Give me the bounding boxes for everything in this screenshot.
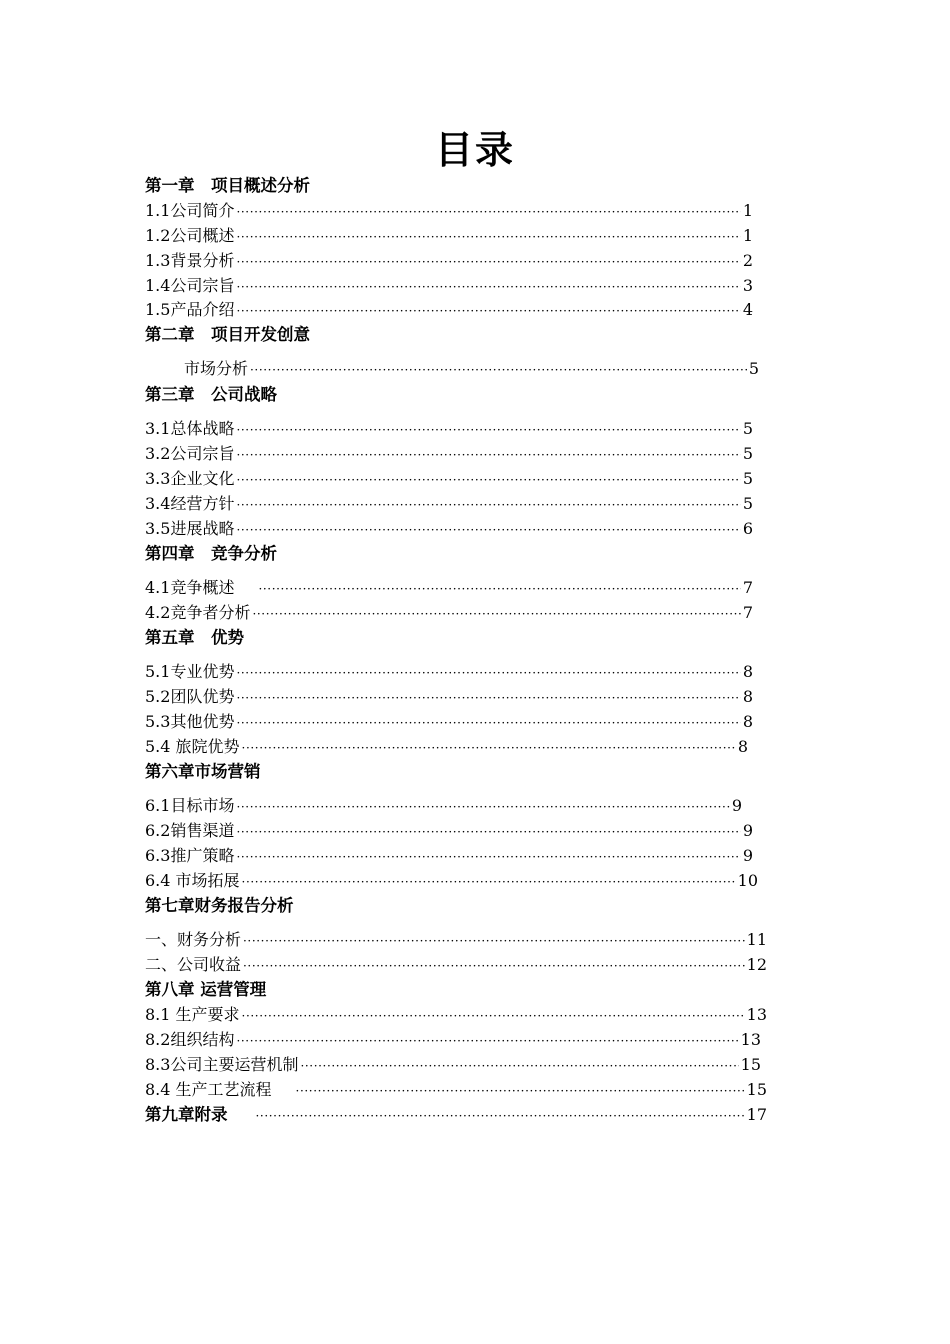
page-number: 3 — [742, 276, 753, 295]
toc-entry[interactable] — [145, 249, 753, 273]
page-number: 15 — [746, 1080, 767, 1099]
entry-label: 4.2竞争者分析 — [145, 603, 251, 622]
chapter-heading: 第九章附录 — [145, 1105, 228, 1124]
entry-label: 8.2组织结构 — [145, 1030, 235, 1049]
page-number: 17 — [746, 1105, 767, 1124]
page-number: 9 — [742, 821, 753, 840]
page-number: 12 — [746, 955, 767, 974]
chapter-heading: 第六章市场营销 — [145, 762, 261, 781]
entry-label: 1.3背景分析 — [145, 251, 235, 270]
toc-title: 目录 — [434, 128, 515, 172]
entry-label: 1.4公司宗旨 — [145, 276, 235, 295]
page-number: 8 — [742, 662, 753, 681]
toc-entry[interactable] — [145, 685, 753, 709]
dot-leader — [236, 275, 740, 299]
toc-entry[interactable] — [145, 1078, 767, 1102]
entry-label: 一、财务分析 — [145, 930, 242, 949]
page-number: 5 — [742, 494, 753, 513]
toc-entry[interactable] — [145, 274, 753, 298]
toc-entry[interactable] — [145, 517, 753, 541]
page-number: 6 — [742, 519, 753, 538]
dot-leader — [236, 845, 740, 869]
entry-label: 8.3公司主要运营机制 — [145, 1055, 299, 1074]
page-number: 11 — [746, 930, 767, 949]
page-number: 8 — [737, 737, 748, 756]
dot-leader — [252, 602, 740, 626]
dot-leader — [236, 299, 740, 323]
toc-entry[interactable] — [145, 298, 753, 322]
toc-entry[interactable] — [184, 357, 759, 381]
page-number: 9 — [742, 846, 753, 865]
chapter-heading: 第七章财务报告分析 — [145, 896, 294, 915]
toc-entry[interactable] — [145, 819, 753, 843]
toc-entry[interactable] — [145, 869, 758, 893]
page-number: 10 — [737, 871, 758, 890]
entry-label: 5.1专业优势 — [145, 662, 235, 681]
toc-entry[interactable] — [145, 928, 767, 952]
dot-leader — [236, 418, 740, 442]
chapter-heading: 第五章 优势 — [145, 628, 244, 647]
page-number: 8 — [742, 687, 753, 706]
toc-entry[interactable] — [145, 1003, 767, 1027]
toc-entry[interactable] — [145, 953, 767, 977]
toc-entry[interactable] — [145, 735, 748, 759]
page-number: 8 — [742, 712, 753, 731]
toc-entry[interactable] — [145, 417, 753, 441]
toc-entry[interactable] — [145, 1028, 761, 1052]
entry-label: 3.3企业文化 — [145, 469, 235, 488]
page-number: 15 — [740, 1055, 761, 1074]
toc-entry[interactable] — [145, 224, 753, 248]
toc-entry[interactable] — [145, 660, 753, 684]
toc-entry[interactable] — [145, 794, 742, 818]
dot-leader — [300, 1054, 738, 1078]
chapter-heading: 第一章 项目概述分析 — [145, 176, 310, 195]
dot-leader — [236, 820, 740, 844]
dot-leader — [236, 518, 740, 542]
entry-label: 1.1公司简介 — [145, 201, 235, 220]
page-number: 1 — [742, 226, 753, 245]
dot-leader — [258, 577, 740, 601]
dot-leader — [236, 250, 740, 274]
dot-leader — [236, 661, 740, 685]
page-number: 5 — [742, 419, 753, 438]
entry-label: 市场分析 — [184, 359, 249, 378]
entry-label: 1.5产品介绍 — [145, 300, 235, 319]
entry-label: 5.4 旅院优势 — [145, 737, 240, 756]
entry-label: 6.4 市场拓展 — [145, 871, 240, 890]
dot-leader — [243, 929, 745, 953]
dot-leader — [236, 1029, 738, 1053]
dot-leader — [236, 711, 740, 735]
entry-label: 3.1总体战略 — [145, 419, 235, 438]
dot-leader — [236, 468, 740, 492]
entry-label: 二、公司收益 — [145, 955, 242, 974]
dot-leader — [242, 1004, 745, 1028]
dot-leader — [236, 493, 740, 517]
page-number: 4 — [742, 300, 753, 319]
toc-entry[interactable] — [145, 442, 753, 466]
dot-leader — [242, 870, 736, 894]
toc-entry[interactable] — [145, 844, 753, 868]
entry-label: 1.2公司概述 — [145, 226, 235, 245]
toc-entry[interactable] — [145, 1053, 761, 1077]
dot-leader — [236, 225, 740, 249]
dot-leader — [256, 1104, 745, 1128]
entry-label: 6.3推广策略 — [145, 846, 235, 865]
dot-leader — [243, 954, 745, 978]
page-number: 5 — [748, 359, 759, 378]
toc-entry[interactable] — [145, 710, 753, 734]
page-number: 5 — [742, 469, 753, 488]
entry-label: 3.4经营方针 — [145, 494, 235, 513]
toc-entry[interactable] — [145, 1103, 767, 1127]
dot-leader — [296, 1079, 745, 1103]
entry-label: 3.5进展战略 — [145, 519, 235, 538]
entry-label: 5.3其他优势 — [145, 712, 235, 731]
entry-label: 8.4 生产工艺流程 — [145, 1080, 272, 1099]
entry-label: 6.2销售渠道 — [145, 821, 235, 840]
toc-entry[interactable] — [145, 467, 753, 491]
toc-entry[interactable] — [145, 601, 753, 625]
chapter-heading: 第三章 公司战略 — [145, 385, 277, 404]
chapter-heading: 第八章 运营管理 — [145, 980, 267, 999]
entry-label: 5.2团队优势 — [145, 687, 235, 706]
dot-leader — [250, 358, 747, 382]
entry-label: 6.1目标市场 — [145, 796, 235, 815]
chapter-heading: 第四章 竞争分析 — [145, 544, 277, 563]
dot-leader — [242, 736, 736, 760]
chapter-heading: 第二章 项目开发创意 — [145, 325, 310, 344]
entry-label: 8.1 生产要求 — [145, 1005, 240, 1024]
page-number: 13 — [746, 1005, 767, 1024]
toc-entry[interactable] — [145, 576, 753, 600]
page-number: 5 — [742, 444, 753, 463]
page-number: 13 — [740, 1030, 761, 1049]
dot-leader — [236, 686, 740, 710]
toc-entry[interactable] — [145, 492, 753, 516]
dot-leader — [236, 200, 740, 224]
page-number: 9 — [731, 796, 742, 815]
page-number: 2 — [742, 251, 753, 270]
page-number: 7 — [742, 578, 753, 597]
page-number: 7 — [742, 603, 753, 622]
entry-label: 3.2公司宗旨 — [145, 444, 235, 463]
toc-entry[interactable] — [145, 199, 753, 223]
page-number: 1 — [742, 201, 753, 220]
entry-label: 4.1竞争概述 — [145, 578, 235, 597]
dot-leader — [236, 443, 740, 467]
dot-leader — [236, 795, 729, 819]
